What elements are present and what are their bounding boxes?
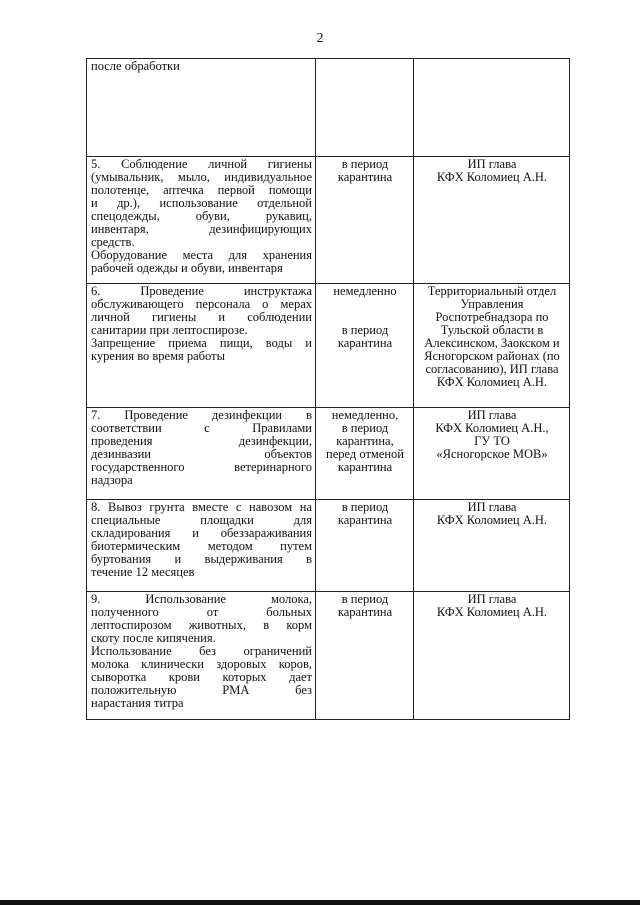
cell-line: проведения дезинфекции,	[91, 434, 312, 448]
cell-line: Алексинском, Заокском и	[424, 336, 560, 350]
cell-line: и др.), использование отдельной	[91, 196, 312, 210]
cell-line: нарастания титра	[91, 696, 184, 710]
cell-line: Управления	[460, 297, 524, 311]
cell-line: в период	[341, 421, 389, 435]
cell-line: ИП глава	[467, 157, 517, 171]
cell-line: 7. Проведение дезинфекции в	[91, 408, 312, 422]
page-number: 2	[316, 31, 324, 46]
table-row	[87, 157, 570, 284]
term-cell	[316, 284, 414, 408]
responsible-cell	[414, 59, 570, 157]
cell-line: течение 12 месяцев	[91, 565, 195, 579]
cell-line: ГУ ТО	[474, 434, 510, 448]
cell-line: сыворотка крови которых дает	[91, 670, 312, 684]
cell-line: санитарии при лептоспирозе.	[91, 323, 248, 337]
cell-line: Ясногорском районах (по	[424, 349, 560, 363]
cell-line: после обработки	[91, 59, 180, 73]
cell-line: Использование без ограничений	[91, 644, 312, 658]
cell-line: КФХ Коломиец А.Н.	[436, 605, 548, 619]
cell-line: надзора	[91, 473, 133, 487]
cell-line: «Ясногорское МОВ»	[436, 447, 548, 461]
table-row	[87, 59, 570, 157]
cell-line: 9. Использование молока,	[91, 592, 312, 606]
cell-line: немедленно	[333, 284, 397, 298]
cell-line: обслуживающего персонала о мерах	[91, 297, 312, 311]
cell-line: немедленно,	[331, 408, 399, 422]
cell-line: Роспотребнадзора по	[435, 310, 549, 324]
cell-line: биотермическим методом путем	[91, 539, 312, 553]
cell-line: КФХ Коломиец А.Н.,	[435, 421, 549, 435]
cell-line: ИП глава	[467, 500, 517, 514]
cell-line: соответствии с Правилами	[91, 421, 312, 435]
cell-line: (умывальник, мыло, индивидуальное	[91, 170, 312, 184]
cell-line: складирования и обеззараживания	[91, 526, 312, 540]
cell-line: ИП глава	[467, 408, 517, 422]
cell-line: карантина	[337, 460, 393, 474]
cell-line: государственного ветеринарного	[91, 460, 312, 474]
cell-line: спецодежды, обуви, рукавиц,	[91, 209, 312, 223]
term-cell	[316, 592, 414, 720]
cell-line: Тульской области в	[440, 323, 544, 337]
table-row	[87, 408, 570, 500]
responsible-cell	[414, 284, 570, 408]
cell-line: карантина,	[336, 434, 394, 448]
action-cell	[87, 157, 316, 284]
cell-line: специальные площадки для	[91, 513, 312, 527]
responsible-cell	[414, 592, 570, 720]
action-cell	[87, 408, 316, 500]
cell-line: полотенце, аптечка первой помощи	[91, 183, 312, 197]
cell-line: в период	[341, 157, 389, 171]
cell-line: личной гигиены и соблюдении	[91, 310, 312, 324]
table-row	[87, 500, 570, 592]
cell-line: положительную РМА без	[91, 683, 312, 697]
cell-line: 8. Вывоз грунта вместе с навозом на	[91, 500, 312, 514]
blank-line	[320, 298, 410, 311]
cell-line: полученного от больных	[91, 605, 312, 619]
action-cell	[87, 592, 316, 720]
cell-line: карантина	[337, 605, 393, 619]
responsible-cell	[414, 157, 570, 284]
measures-table	[86, 58, 570, 720]
cell-line: карантина	[337, 170, 393, 184]
table-row	[87, 284, 570, 408]
cell-line: 5. Соблюдение личной гигиены	[91, 157, 312, 171]
cell-line: средств.	[91, 235, 135, 249]
cell-line: дезинвазии объектов	[91, 447, 312, 461]
cell-line: буртования и выдерживания в	[91, 552, 312, 566]
term-cell	[316, 157, 414, 284]
cell-line: КФХ Коломиец А.Н.	[436, 513, 548, 527]
action-cell	[87, 284, 316, 408]
cell-line: скоту после кипячения.	[91, 631, 216, 645]
cell-line: молока клинически здоровых коров,	[91, 657, 312, 671]
term-cell	[316, 500, 414, 592]
cell-line: КФХ Коломиец А.Н.	[436, 375, 548, 389]
cell-line: в период	[341, 500, 389, 514]
scan-edge	[0, 900, 640, 905]
cell-line: Оборудование места для хранения	[91, 248, 312, 262]
cell-line: перед отменой	[326, 447, 404, 461]
cell-line: карантина	[337, 336, 393, 350]
cell-line: согласованию), ИП глава	[425, 362, 559, 376]
term-cell	[316, 59, 414, 157]
cell-line: рабочей одежды и обуви, инвентаря	[91, 261, 283, 275]
cell-line: в период	[341, 323, 389, 337]
cell-line: в период	[341, 592, 389, 606]
action-cell	[87, 500, 316, 592]
cell-line: 6. Проведение инструктажа	[91, 284, 312, 298]
responsible-cell	[414, 500, 570, 592]
responsible-cell	[414, 408, 570, 500]
term-cell	[316, 408, 414, 500]
cell-line: карантина	[337, 513, 393, 527]
cell-line: КФХ Коломиец А.Н.	[436, 170, 548, 184]
cell-line: инвентаря, дезинфицирующих	[91, 222, 312, 236]
action-cell	[87, 59, 316, 157]
table-row	[87, 592, 570, 720]
cell-line: лептоспирозом животных, в корм	[91, 618, 312, 632]
cell-line: Территориальный отдел	[427, 284, 557, 298]
cell-line: курения во время работы	[91, 349, 225, 363]
cell-line: ИП глава	[467, 592, 517, 606]
cell-line: Запрещение приема пищи, воды и	[91, 336, 312, 350]
